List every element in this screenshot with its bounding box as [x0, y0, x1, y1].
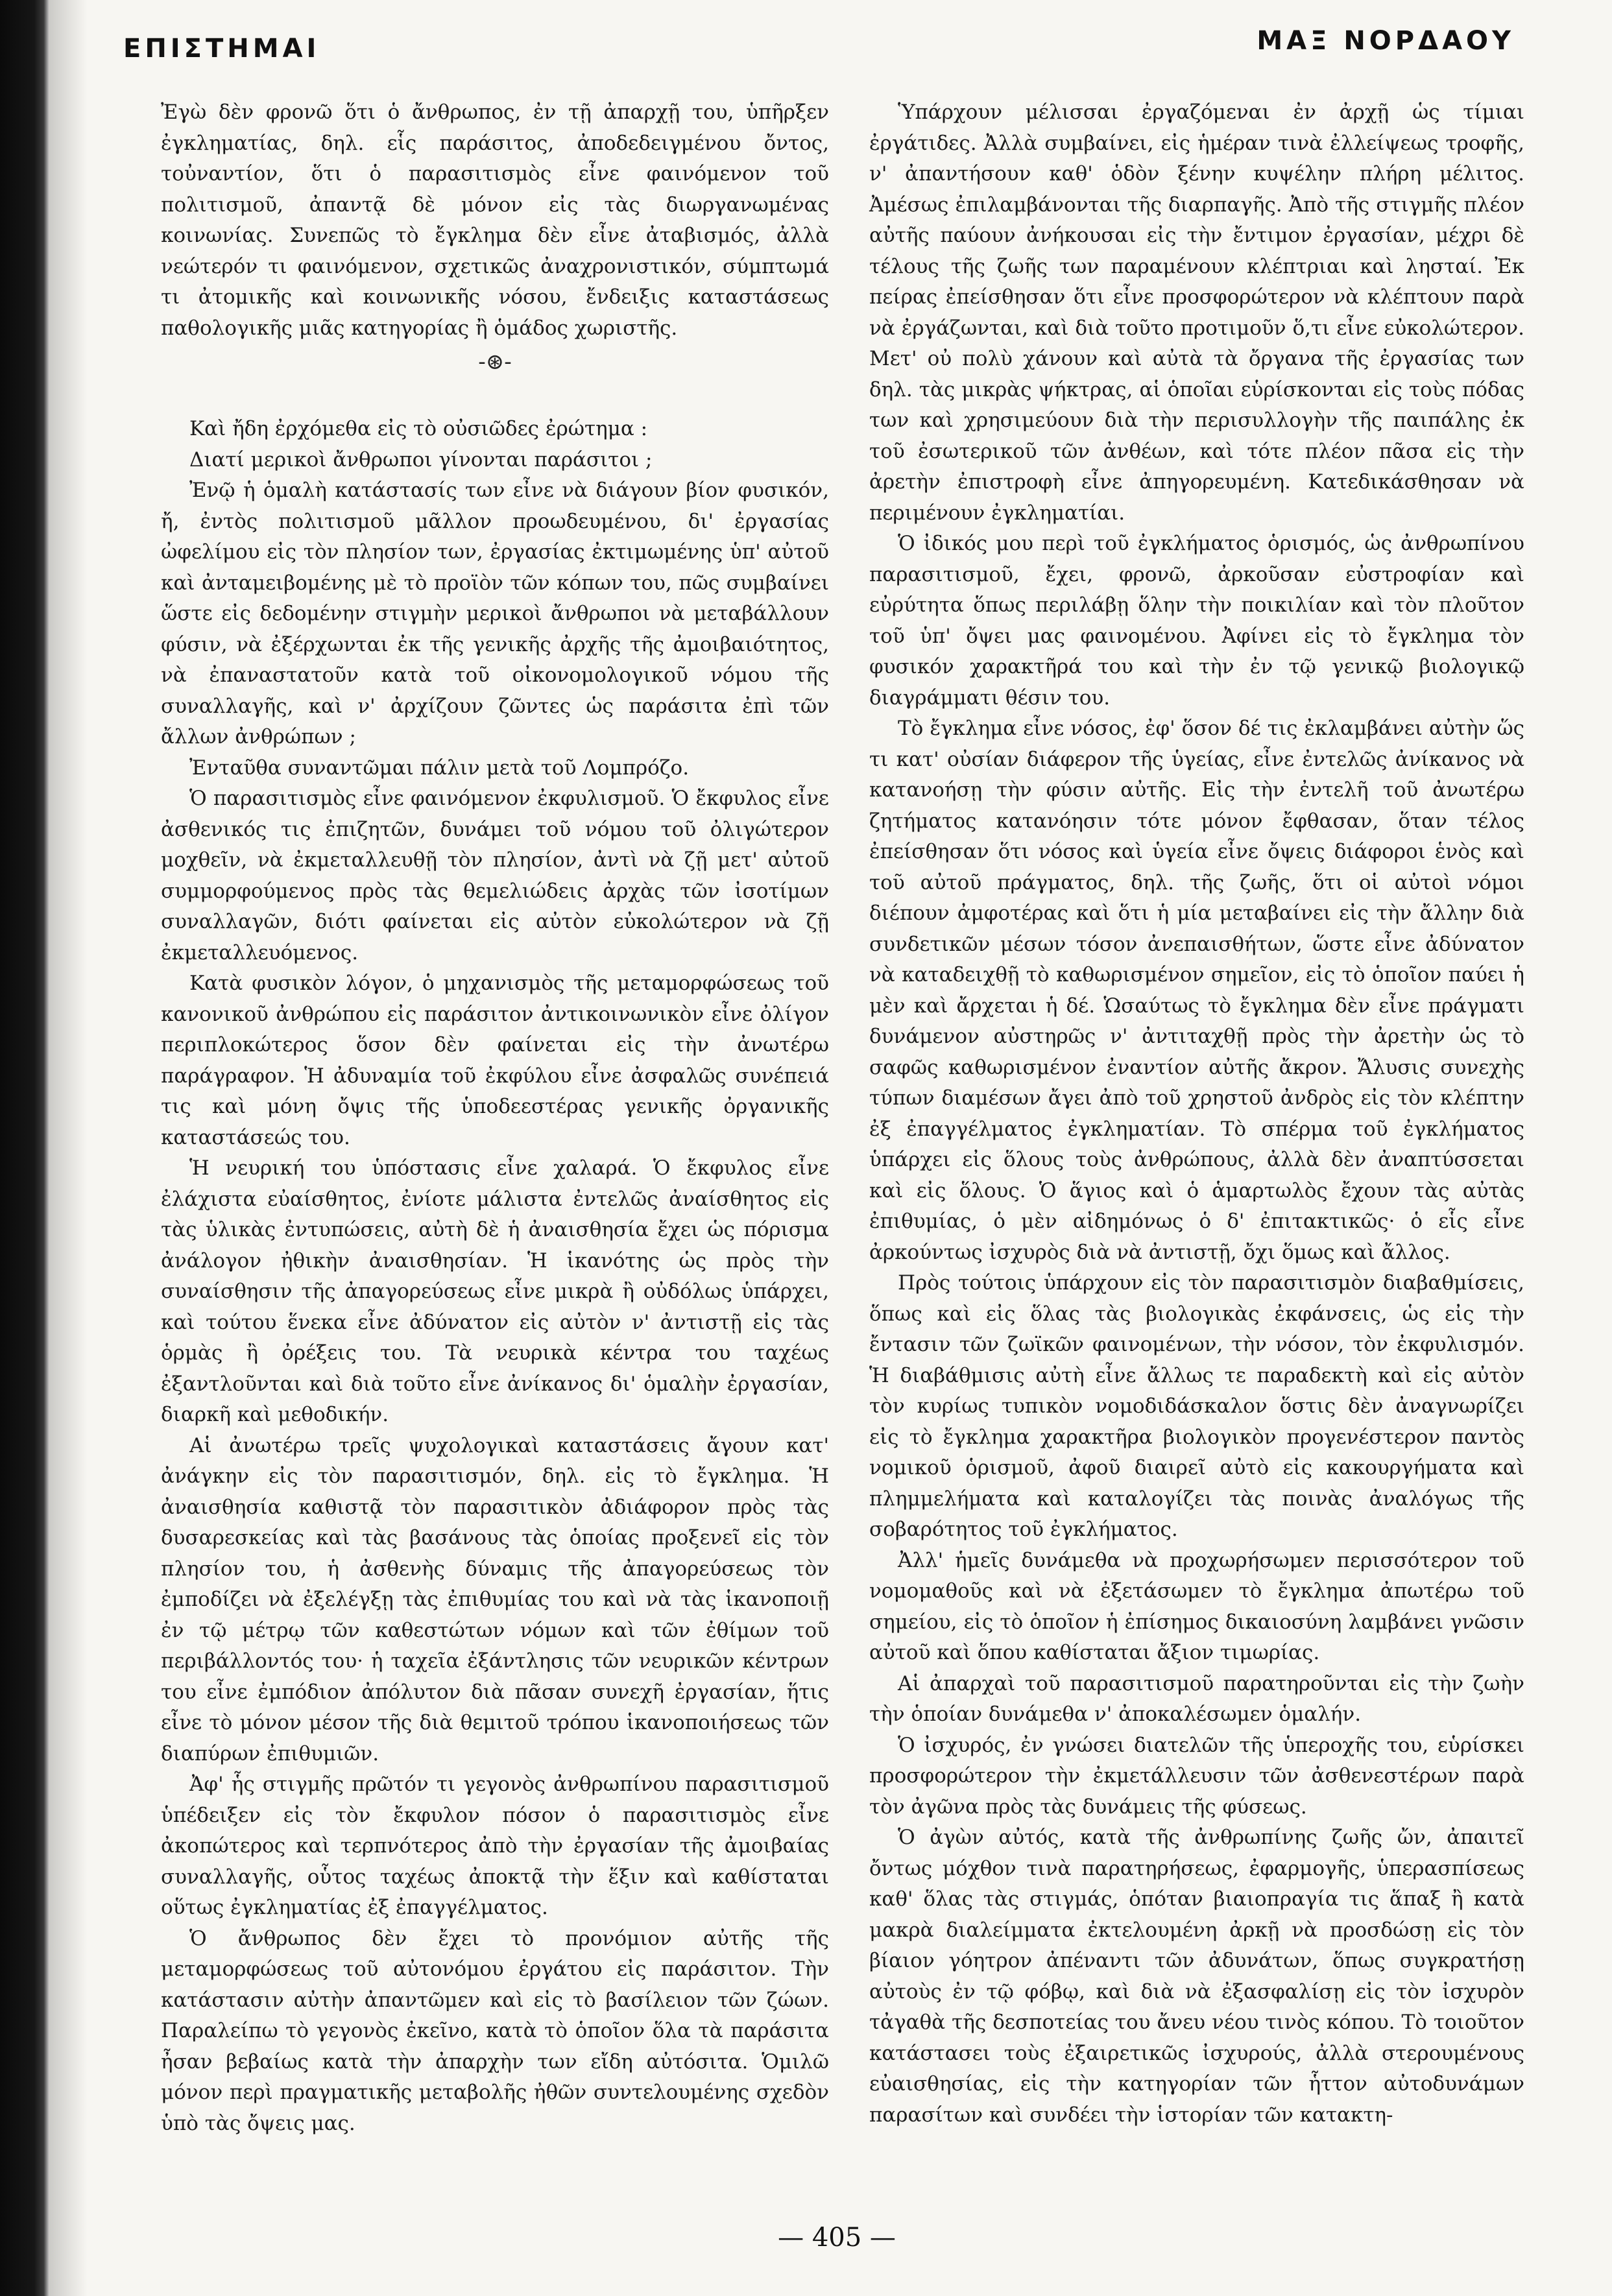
paragraph: Ὑπάρχουν μέλισσαι ἐργαζόμεναι ἐν ἀρχῇ ὡς τίμιαι ἐργάτιδες. Ἀλλὰ συμβαίνει, εἰς ἡμέραν τινὰ ἐλλείψεως τροφῆς, ν' ἀπαντήσουν καθ' ὁδὸν ξένην κυψέλην πλήρη μέλιτος. Ἀμέσως ἐπιλαμβάνονται τῆς διαρπαγῆς. Ἀπὸ τῆς στιγμῆς πλέον αὐτῆς παύουν ἀνήκουσαι εἰς τὴν ἔντιμον ἐργασίαν, μέχρι δὲ τέλους τῆς ζωῆς των παραμένουν κλέπτριαι καὶ λησταί. Ἐκ πείρας ἐπείσθησαν ὅτι εἶνε προσφορώτερον νὰ κλέπτουν παρὰ νὰ ἐργάζωνται, καὶ διὰ τοῦτο προτιμοῦν ὅ,τι εἶνε εὐκολώτερον. Μετ' οὐ πολὺ χάνουν καὶ αὐτὰ τὰ ὄργανα τῆς ἐργασίας των δηλ. τὰς μικρὰς ψήκτρας, αἱ ὁποῖαι εὑρίσκονται εἰς τοὺς πόδας των καὶ χρησιμεύουν διὰ τὴν περισυλλογὴν τῆς παιπάλης ἐκ τοῦ ἐσωτερικοῦ τῶν ἀνθέων, καὶ τότε πλέον πᾶσα εἰς τὴν ἀρετὴν ἐπιστροφὴ εἶνε ἀπηγορευμένη. Κατεδικάσθησαν νὰ περιμένουν ἐγκληματίαι.: [869, 101, 1524, 525]
paragraph: Τὸ ἔγκλημα εἶνε νόσος, ἐφ' ὅσον δέ τις ἐκλαμβάνει αὐτὴν ὥς τι κατ' οὐσίαν διάφερον τῆς ὑγείας, εἶνε ἐντελῶς ἀνίκανος νὰ κατανοήσῃ τὴν φύσιν αὐτῆς. Εἰς τὴν ἐντελῆ τοῦ ἀνωτέρω ζητήματος κατανόησιν τότε μόνον ἔφθασαν, ὅταν τέλος ἐπείσθησαν ὅτι νόσος καὶ ὑγεία εἶνε ὄψεις διάφοροι ἑνὸς καὶ τοῦ αὐτοῦ πράγματος, δηλ. τῆς ζωῆς, ὅτι οἱ αὐτοὶ νόμοι διέπουν ἀμφοτέρας καὶ ὅτι ἡ μία μεταβαίνει εἰς τὴν ἄλλην διὰ συνδετικῶν μέσων τόσον ἀνεπαισθήτων, ὥστε εἶνε ἀδύνατον νὰ καταδειχθῇ τὸ καθωρισμένον σημεῖον, εἰς τὸ ὁποῖον παύει ἡ μὲν καὶ ἄρχεται ἡ δέ. Ὡσαύτως τὸ ἔγκλημα δὲν εἶνε πράγματι δυνάμενον αὐστηρῶς ν' ἀντιταχθῇ πρὸς τὴν ἀρετὴν ὡς τὸ σαφῶς καθωρισμένον ἐναντίον αὐτῆς ἄκρον. Ἄλυσις συνεχὴς τύπων διαμέσων ἄγει ἀπὸ τοῦ χρηστοῦ ἀνδρὸς εἰς τὸν κλέπτην ἐξ ἐπαγγέλματος ἐγκληματίαν. Τὸ σπέρμα τοῦ ἐγκλήματος ὑπάρχει εἰς ὅλους τοὺς ἀνθρώπους, ἀλλὰ δὲν ἀναπτύσσεται καὶ εἰς ὅλους. Ὁ ἅγιος καὶ ὁ ἁμαρτωλὸς ἔχουν τὰς αὐτὰς ἐπιθυμίας, ὁ μὲν αἰδημόνως ὁ δ' ἐπιτακτικῶς· ὁ εἷς εἶνε ἀρκούντως ἰσχυρὸς διὰ νὰ ἀντιστῇ, ὄχι ὅμως καὶ ἄλλος.: [869, 717, 1524, 1264]
paragraph: Ἐγὼ δὲν φρονῶ ὅτι ὁ ἄνθρωπος, ἐν τῇ ἀπαρχῇ του, ὑπῆρξεν ἐγκληματίας, δηλ. εἷς παράσιτος, ἀποδεδειγμένου ὄντος, τοὐναντίον, ὅτι ὁ παρασιτισμὸς εἶνε φαινόμενον τοῦ πολιτισμοῦ, ἀπαντᾷ δὲ μόνον εἰς τὰς διωργανωμένας κοινωνίας. Συνεπῶς τὸ ἔγκλημα δὲν εἶνε ἀταβισμός, ἀλλὰ νεώτερόν τι φαινόμενον, σχετικῶς ἀναχρονιστικόν, σύμπτωμά τι ἀτομικῆς καὶ κοινωνικῆς νόσου, ἔνδειξις καταστάσεως παθολογικῆς μιᾶς κατηγορίας ἢ ὁμάδος χωριστῆς.: [161, 101, 829, 340]
left-column: [161, 97, 829, 2139]
right-column: [869, 97, 1524, 2131]
paragraph: Αἱ ἀνωτέρω τρεῖς ψυχολογικαὶ καταστάσεις ἄγουν κατ' ἀνάγκην εἰς τὸν παρασιτισμόν, δηλ. εἰς τὸ ἔγκλημα. Ἡ ἀναισθησία καθιστᾷ τὸν παρασιτικὸν ἀδιάφορον πρὸς τὰς δυσαρεσκείας καὶ τὰς βασάνους τὰς ὁποίας προξενεῖ εἰς τὸν πλησίον του, ἡ ἀσθενὴς δύναμις τῆς ἀπαγορεύσεως τὸν ἐμποδίζει νὰ ἐξελέγξῃ τὰς ἐπιθυμίας του καὶ νὰ τὰς ἱκανοποιῇ ἐν τῷ μέτρῳ τῶν καθεστώτων νόμων καὶ τῶν ἐθίμων τοῦ περιβάλλοντός του· ἡ ταχεῖα ἐξάντλησις τῶν νευρικῶν κέντρων του εἶνε ἐμπόδιον ἀπόλυτον διὰ πᾶσαν συνεχῆ ἐργασίαν, ἥτις εἶνε τὸ μόνον μέσον τῆς διὰ θεμιτοῦ τρόπου ἱκανοποιήσεως τῶν διαπύρων ἐπιθυμιῶν.: [161, 1433, 829, 1765]
paragraph: Ὁ ἄνθρωπος δὲν ἔχει τὸ προνόμιον αὐτῆς τῆς μεταμορφώσεως τοῦ αὐτονόμου ἐργάτου εἰς παράσιτον. Τὴν κατάστασιν αὐτὴν ἀπαντῶμεν καὶ εἰς τὸ βασίλειον τῶν ζώων. Παραλείπω τὸ γεγονὸς ἐκεῖνο, κατὰ τὸ ὁποῖον ὅλα τὰ παράσιτα ἦσαν βεβαίως κατὰ τὴν ἀπαρχὴν των εἴδη αὐτόσιτα. Ὁμιλῶ μόνον περὶ πραγματικῆς μεταβολῆς ἠθῶν συντελουμένης σχεδὸν ὑπὸ τὰς ὄψεις μας.: [161, 1926, 829, 2135]
paragraph: Ὁ παρασιτισμὸς εἶνε φαινόμενον ἐκφυλισμοῦ. Ὁ ἔκφυλος εἶνε ἀσθενικός τις ἐπιζητῶν, δυνάμει τοῦ νόμου τοῦ ὀλιγώτερον μοχθεῖν, νὰ ἐκμεταλλευθῇ τὸν πλησίον, ἀντὶ νὰ ζῇ μετ' αὐτοῦ συμμορφούμενος πρὸς τὰς θεμελιώδεις ἀρχὰς τῶν ἰσοτίμων συναλλαγῶν, διότι φαίνεται εἰς αὐτὸν εὐκολώτερον νὰ ζῇ ἐκμεταλλευόμενος.: [161, 787, 829, 964]
running-head-right: ΜΑΞ ΝΟΡΔΑΟΥ: [1257, 26, 1515, 56]
paragraph: Ὁ ἰδικός μου περὶ τοῦ ἐγκλήματος ὁρισμός, ὡς ἀνθρωπίνου παρασιτισμοῦ, ἔχει, φρονῶ, ἀρκοῦσαν εὐστροφίαν καὶ εὐρύτητα ὅπως περιλάβῃ ὅλην τὴν ποικιλίαν καὶ τὸν πλοῦτον τοῦ ὑπ' ὄψει μας φαινομένου. Ἀφίνει εἰς τὸ ἔγκλημα τὸν φυσικόν χαρακτῆρά του καὶ τὴν ἐν τῷ γενικῷ βιολογικῷ διαγράμματι θέσιν του.: [869, 532, 1524, 710]
running-head-left: ΕΠΙΣΤΗΜΑΙ: [123, 34, 320, 64]
paragraph: Καὶ ἤδη ἐρχόμεθα εἰς τὸ οὐσιῶδες ἐρώτημα :: [189, 417, 648, 440]
paragraph: Ἡ νευρική του ὑπόστασις εἶνε χαλαρά. Ὁ ἔκφυλος εἶνε ἐλάχιστα εὐαίσθητος, ἐνίοτε μάλιστα ἐντελῶς ἀναίσθητος εἰς τὰς ὑλικὰς ἐντυπώσεις, αὐτὴ δὲ ἡ ἀναισθησία ἔχει ὡς πόρισμα ἀνάλογον ἠθικὴν ἀναισθησίαν. Ἡ ἱκανότης ὡς πρὸς τὴν συναίσθησιν τῆς ἀπαγορεύσεως εἶνε μικρὰ ἢ οὐδόλως ὑπάρχει, καὶ τούτου ἕνεκα εἶνε ἀδύνατον εἰς αὐτὸν ν' ἀντιστῇ εἰς τὰς ὁρμὰς ἢ ὀρέξεις του. Τὰ νευρικὰ κέντρα του ταχέως ἐξαντλοῦνται καὶ διὰ τοῦτο εἶνε ἀνίκανος δι' ὁμαλὴν ἐργασίαν, διαρκῆ καὶ μεθοδικήν.: [161, 1156, 829, 1426]
paragraph: Ἐνταῦθα συναντῶμαι πάλιν μετὰ τοῦ Λομπρόζο.: [189, 756, 690, 780]
section-ornament: -⊛-: [478, 349, 512, 375]
page-number: — 405 —: [778, 2223, 896, 2253]
paragraph: Ὁ ἀγὼν αὐτός, κατὰ τῆς ἀνθρωπίνης ζωῆς ὤν, ἀπαιτεῖ ὄντως μόχθον τινὰ παρατηρήσεως, ἐφαρμογῆς, ὑπερασπίσεως καθ' ὅλας τὰς στιγμάς, ὁπόταν βιαιοπραγία τις ἅπαξ ἢ κατὰ μακρὰ διαλείμματα ἐκτελουμένη ἀρκῇ νὰ προσδώσῃ εἰς τὸν βίαιον γόητρον ἀπέναντι τῶν ἀδυνάτων, ὅπως συγκρατήσῃ αὐτοὺς ἐν τῷ φόβῳ, καὶ διὰ νὰ ἐξασφαλίσῃ εἰς τὸν ἰσχυρὸν τἀγαθὰ τῆς δεσποτείας του ἄνευ νέου τινὸς κόπου. Τὸ τοιοῦτον κατάστασει τοὺς ἐξαιρετικῶς ἰσχυρούς, ἀλλὰ στερουμένους εὐαισθησίας, εἰς τὴν κατηγορίαν τῶν ἧττον αὐτοδυνάμων παρασίτων καὶ συνδέει τὴν ἱστορίαν τῶν κατακτη-: [869, 1826, 1524, 2127]
paragraph: Ἐνῷ ἡ ὁμαλὴ κατάστασίς των εἶνε νὰ διάγουν βίον φυσικόν, ἤ, ἐντὸς πολιτισμοῦ μᾶλλον προωδευμένου, δι' ἐργασίας ὠφελίμου εἰς τὸν πλησίον των, ἐργασίας ἐκτιμωμένης ὑπ' αὐτοῦ καὶ ἀνταμειβομένης μὲ τὸ προϊὸν τῶν κόπων του, πῶς συμβαίνει ὥστε εἰς δεδομένην στιγμὴν μερικοὶ ἄνθρωποι νὰ μεταβάλλουν φύσιν, νὰ ἐξέρχωνται ἐκ τῆς γενικῆς ἀρχῆς τῆς ἀμοιβαιότητος, νὰ ἐπαναστατοῦν κατὰ τοῦ οἰκονομολογικοῦ νόμου τῆς συναλλαγῆς, καὶ ν' ἀρχίζουν ζῶντες ὡς παράσιτα ἐπὶ τῶν ἄλλων ἀνθρώπων ;: [161, 479, 829, 748]
paragraph: Κατὰ φυσικὸν λόγον, ὁ μηχανισμὸς τῆς μεταμορφώσεως τοῦ κανονικοῦ ἀνθρώπου εἰς παράσιτον ἀντικοινωνικὸν εἶνε ὀλίγον περιπλοκώτερος ὅσον δὲν φαίνεται εἰς τὴν ἀνωτέρω παράγραφον. Ἡ ἀδυναμία τοῦ ἐκφύλου εἶνε ἀσφαλῶς συνέπειά τις καὶ μόνη ὄψις τῆς ὑποδεεστέρας γενικῆς ὀργανικῆς καταστάσεώς του.: [161, 972, 829, 1149]
gutter-shade: [49, 0, 88, 2296]
paragraph: Αἱ ἀπαρχαὶ τοῦ παρασιτισμοῦ παρατηροῦνται εἰς τὴν ζωὴν τὴν ὁποίαν δυνάμεθα ν' ἀποκαλέσωμεν ὁμαλήν.: [869, 1671, 1524, 1726]
book-binding-shadow: [0, 0, 49, 2296]
paragraph: Ἀφ' ἧς στιγμῆς πρῶτόν τι γεγονὸς ἀνθρωπίνου παρασιτισμοῦ ὑπέδειξεν εἰς τὸν ἔκφυλον πόσον ὁ παρασιτισμὸς εἶνε ἀκοπώτερος καὶ τερπνότερος ἀπὸ τὴν ἐργασίαν τῆς ἀμοιβαίας συναλλαγῆς, οὗτος ταχέως ἀποκτᾷ τὴν ἕξιν καὶ καθίσταται οὕτως ἐγκληματίας ἐξ ἐπαγγέλματος.: [161, 1773, 829, 1919]
paragraph: Διατί μερικοὶ ἄνθρωποι γίνονται παράσιτοι ;: [189, 448, 653, 472]
paragraph: Ἀλλ' ἡμεῖς δυνάμεθα νὰ προχωρήσωμεν περισσότερον τοῦ νομομαθοῦς καὶ νὰ ἐξετάσωμεν τὸ ἔγκλημα ἀπωτέρω τοῦ σημείου, εἰς τὸ ὁποῖον ἡ ἐπίσημος δικαιοσύνη λαμβάνει γνῶσιν αὐτοῦ καὶ ὅπου καθίσταται ἄξιον τιμωρίας.: [869, 1548, 1524, 1664]
paragraph: Πρὸς τούτοις ὑπάρχουν εἰς τὸν παρασιτισμὸν διαβαθμίσεις, ὅπως καὶ εἰς ὅλας τὰς βιολογικὰς ἐκφάνσεις, ὡς εἰς τὴν ἔντασιν τῶν ζωϊκῶν φαινομένων, τὴν νόσον, τὸν ἐκφυλισμόν. Ἡ διαβάθμισις αὐτὴ εἶνε ἄλλως τε παραδεκτὴ καὶ εἰς αὐτὸν τὸν κυρίως τυπικὸν νομοδιδάσκαλον ὅστις δὲν ἀναγνωρίζει εἰς τὸ ἔγκλημα χαρακτῆρα βιολογικὸν προγενέστερον παντὸς νομικοῦ ὁρισμοῦ, ἀφοῦ διαιρεῖ αὐτὸ εἰς κακουργήματα καὶ πλημμελήματα καὶ καταλογίζει τὰς ποινὰς ἀναλόγως τῆς σοβαρότητος τοῦ ἐγκλήματος.: [869, 1271, 1524, 1541]
paragraph: Ὁ ἰσχυρός, ἐν γνώσει διατελῶν τῆς ὑπεροχῆς του, εὑρίσκει προσφορώτερον τὴν ἐκμετάλλευσιν τῶν ἀσθενεστέρων παρὰ τὸν ἀγῶνα πρὸς τὰς δυνάμεις τῆς φύσεως.: [869, 1733, 1524, 1819]
